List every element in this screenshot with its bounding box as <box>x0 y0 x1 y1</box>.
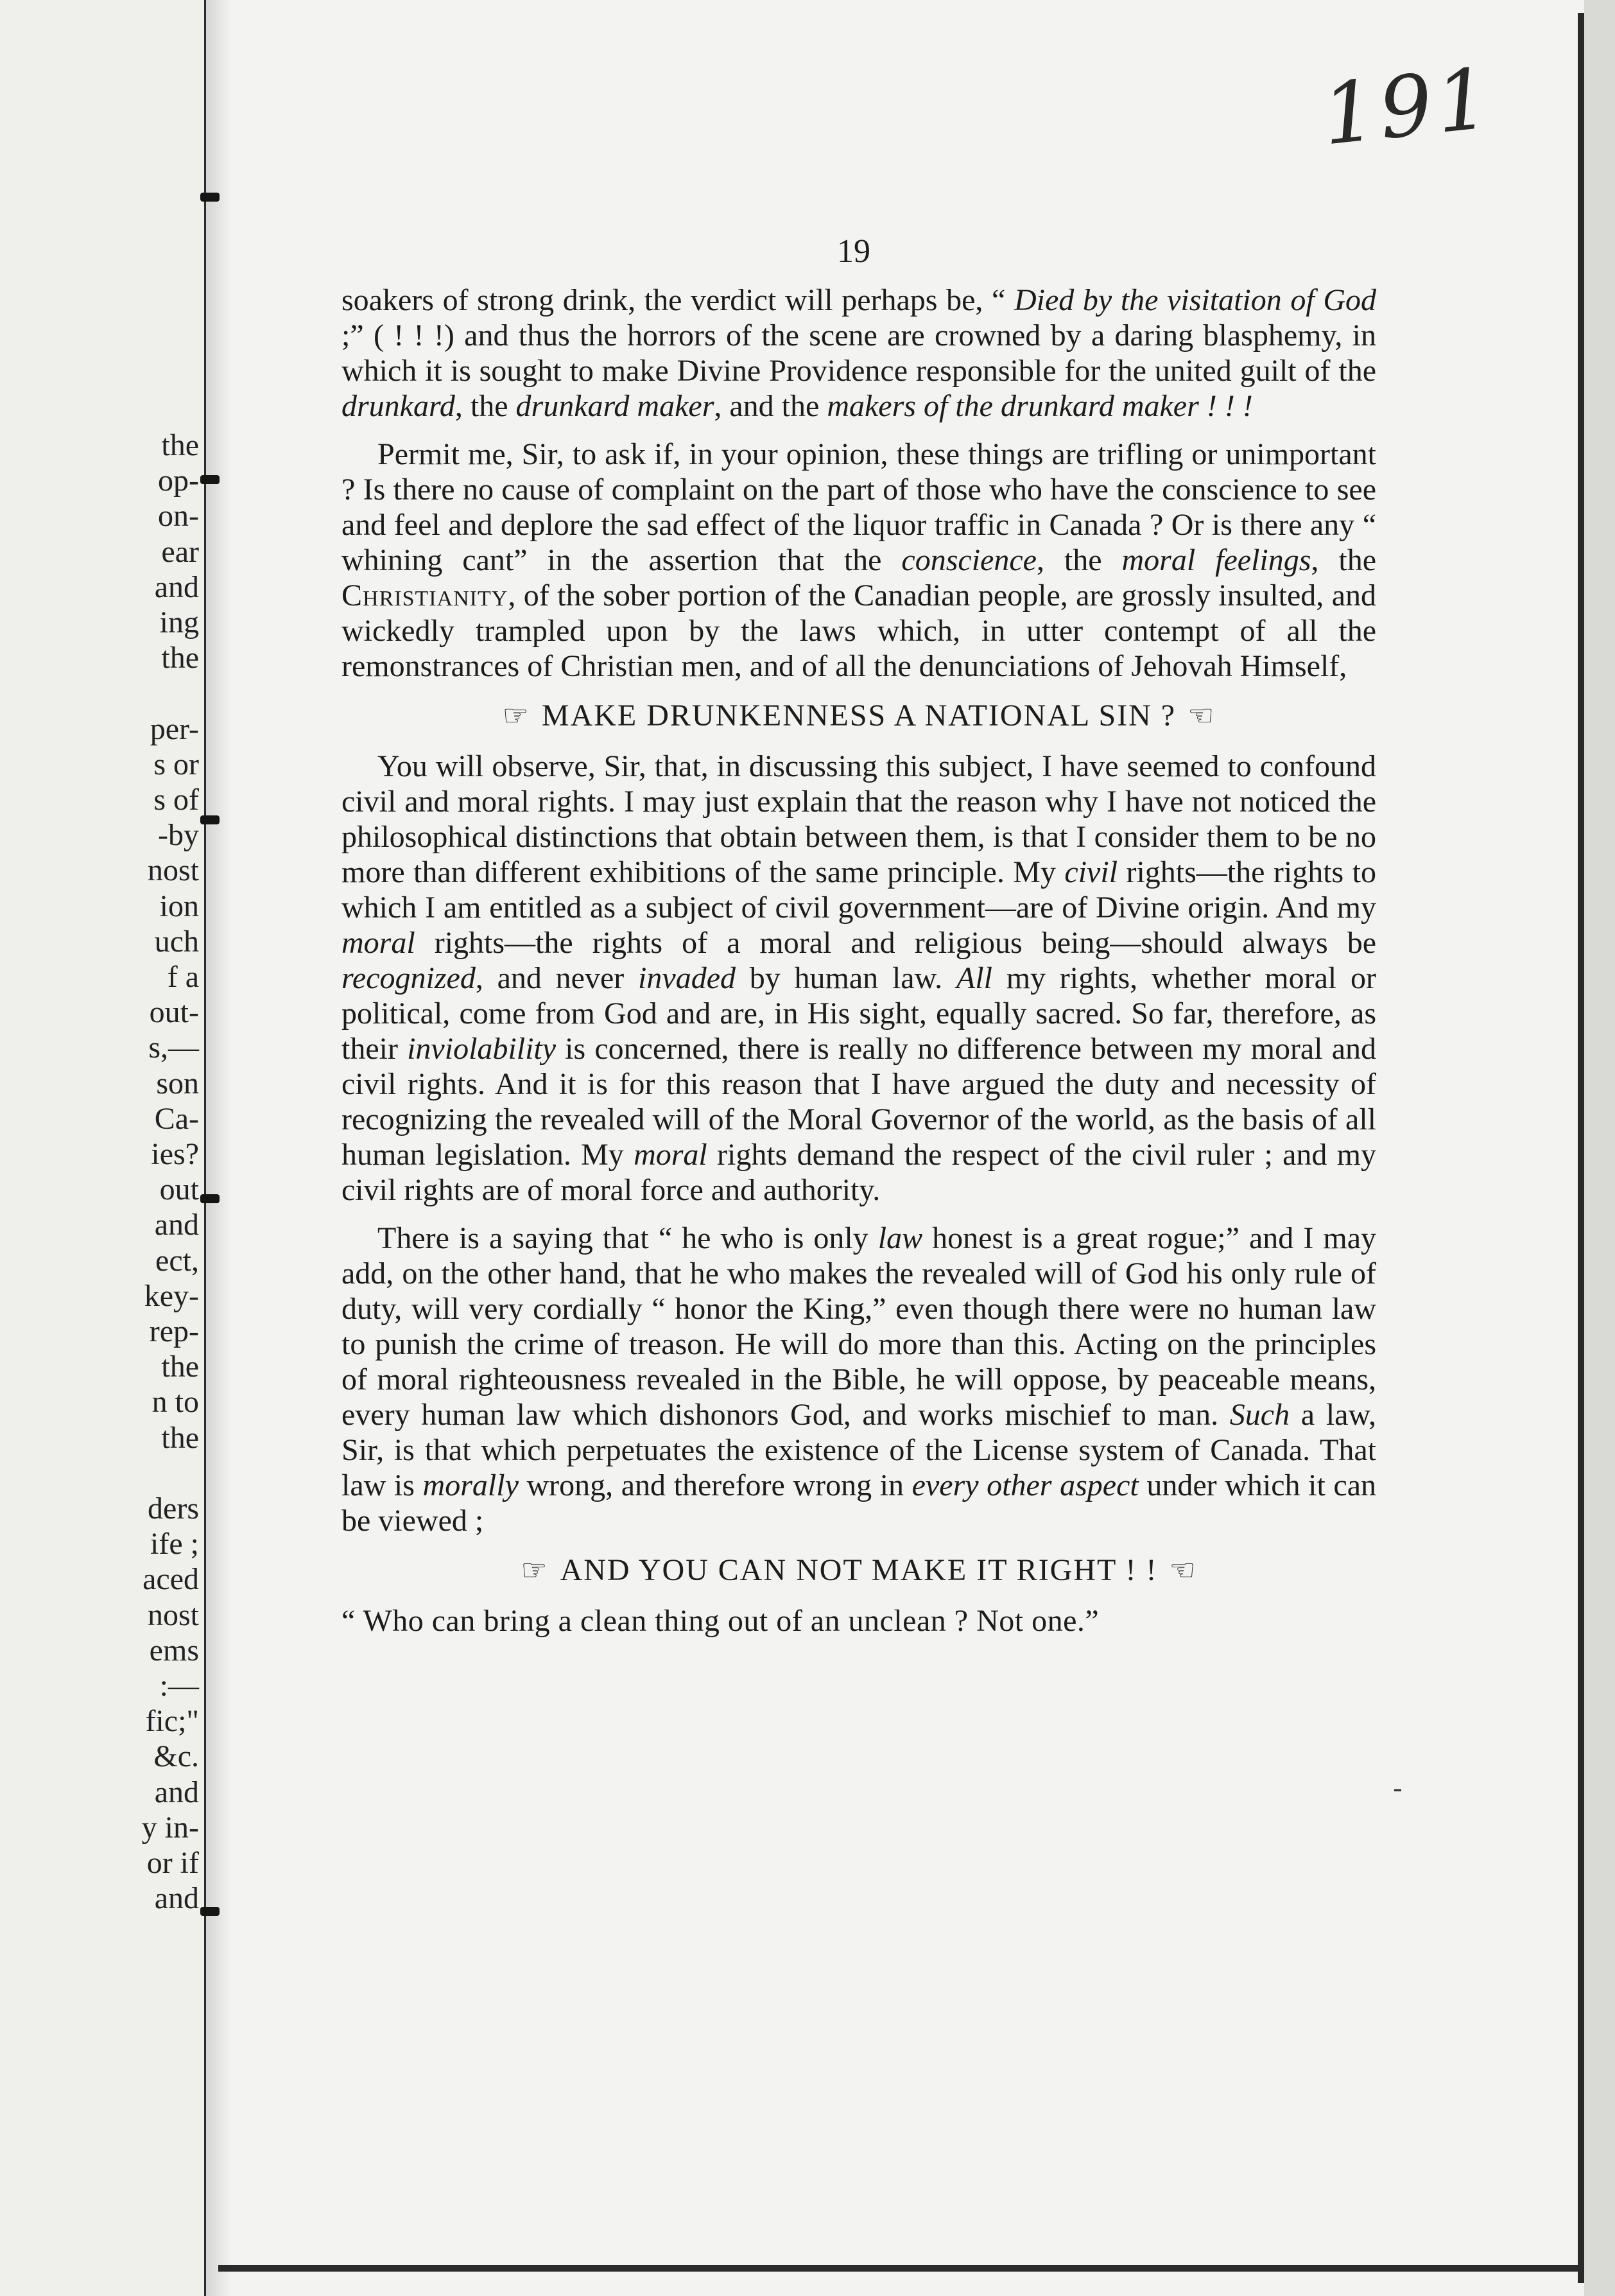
facing-page-fragment: key- <box>144 1278 199 1313</box>
binding-stitch <box>200 1907 220 1916</box>
page-edge-bottom <box>218 2265 1584 2272</box>
facing-page-fragment: per- <box>150 711 199 746</box>
pointing-hand-left-icon: ☜ <box>1188 699 1216 732</box>
facing-page-fragment: ion <box>159 889 199 923</box>
facing-page-fragment: out- <box>149 995 199 1030</box>
handwritten-folio-number: 191 <box>1317 49 1498 164</box>
facing-page-fragment: :— <box>159 1669 199 1703</box>
page-edge-right <box>1578 13 1584 2283</box>
closing-heading: ☞ AND YOU CAN NOT MAKE IT RIGHT ! ! ☜ <box>521 1553 1197 1587</box>
facing-page-fragment: ing <box>159 605 199 639</box>
facing-page-fragment: ife ; <box>150 1527 199 1561</box>
paragraph-1: soakers of strong drink, the verdict will perhaps be, “ Died by the visitation of God ;” ( ! ! !) and thus the horrors of the scene are crowned by a daring blasphemy, in which it is sought to make Divine Providence responsible for the united guilt of the drunkard, the drunkard maker, and the makers of the drunkard maker ! ! ! <box>341 283 1377 423</box>
facing-page-fragment: s,— <box>148 1031 199 1065</box>
binding-stitch <box>200 475 220 484</box>
facing-page-fragment: uch <box>154 924 199 959</box>
facing-page-fragment: the <box>161 1420 199 1455</box>
body-text <box>341 283 1376 1639</box>
facing-page-fragment: ear <box>161 534 199 569</box>
paragraph-2: Permit me, Sir, to ask if, in your opinion, these things are trifling or unimportant ? Is there no cause of complaint on the part of those who have the conscience to see and feel and deplore the sad effect of the liquor traffic in Canada ? Or is there any “ whining cant” in the assertion that the conscience, the moral feelings, the Christianity, of the sober portion of the Canadian people, are grossly insulted, and wickedly trampled upon by the laws which, in utter contempt of all the remonstrances of Christian men, and of all the denunciations of Jehovah Himself, <box>341 437 1377 683</box>
facing-page-fragment: y in- <box>141 1810 199 1845</box>
facing-page-fragment: and <box>154 1775 199 1809</box>
gutter-shadow <box>206 0 232 2296</box>
facing-page-fragment: the <box>161 641 199 675</box>
facing-page-fragment: nost <box>147 853 199 888</box>
paragraph-4: There is a saying that “ he who is only law honest is a great rogue;” and I may add, on the other hand, that he who makes the revealed will of God his only rule of duty, will very cordially “ honor the King,” even though there were no human law to punish the crime of treason. He will do more than this. Acting on the principles of moral righteousness revealed in the Bible, he will oppose, by peaceable means, every human law which dishonors God, and works mischief to man. Such a law, Sir, is that which perpetuates the existence of the License system of Canada. That law is morally wrong, and therefore wrong in every other aspect under which it can be viewed ; <box>341 1221 1377 1538</box>
facing-page-fragment: s of <box>153 783 199 817</box>
facing-page-fragment: nost <box>147 1597 199 1632</box>
facing-page-fragment: on- <box>158 499 199 534</box>
facing-page-fragment: ies? <box>151 1137 199 1171</box>
facing-page-fragment: or if <box>146 1846 199 1880</box>
facing-page-fragment: -by <box>158 818 199 853</box>
facing-page-fragment: and <box>154 570 199 604</box>
pointing-hand-right-icon: ☞ <box>502 699 530 732</box>
pointing-hand-left-icon: ☜ <box>1169 1554 1197 1587</box>
facing-page-fragment: &c. <box>153 1739 199 1774</box>
facing-page-fragment: rep- <box>149 1314 199 1348</box>
binding-stitch <box>200 815 220 824</box>
margin-dash: - <box>1393 1772 1403 1805</box>
closing-quote: “ Who can bring a clean thing out of an unclean ? Not one.” <box>341 1604 1100 1638</box>
facing-page-fragment: out <box>159 1172 199 1207</box>
section-heading: ☞ MAKE DRUNKENNESS A NATIONAL SIN ? ☜ <box>502 699 1216 733</box>
facing-page-fragment: and <box>154 1208 199 1242</box>
facing-page-fragment: ders <box>148 1492 199 1526</box>
binding-stitch <box>200 1194 220 1203</box>
facing-page-fragment: aced <box>142 1562 199 1597</box>
facing-page-fragment: fic;" <box>145 1704 199 1739</box>
facing-page-fragment: the <box>161 428 199 462</box>
facing-page-fragment: op- <box>158 464 199 498</box>
facing-page-fragment: the <box>161 1350 199 1384</box>
facing-page-fragment: ems <box>149 1633 199 1667</box>
facing-page-fragment: ect, <box>155 1243 199 1278</box>
facing-page-fragment: n to <box>151 1385 199 1420</box>
facing-page-fragment: f a <box>167 960 199 994</box>
background-beyond-page <box>1584 0 1615 2296</box>
facing-page-fragment: and <box>154 1881 199 1916</box>
binding-stitch <box>200 193 220 202</box>
page-number: 19 <box>837 233 870 270</box>
facing-page-fragment: Ca- <box>154 1101 199 1136</box>
facing-page-fragment: son <box>156 1066 199 1100</box>
pointing-hand-right-icon: ☞ <box>521 1554 549 1587</box>
facing-page-fragment: s or <box>153 747 199 781</box>
paragraph-3: You will observe, Sir, that, in discussing this subject, I have seemed to confound civil and moral rights. I may just explain that the reason why I have not noticed the philosophical distinctions that obtain between them, is that I consider them to be no more than different exhibitions of the same principle. My civil rights—the rights to which I am entitled as a subject of civil government—are of Divine origin. And my moral rights—the rights of a moral and religious being—should always be recognized, and never invaded by human law. All my rights, whether moral or political, come from God and are, in His sight, equally sacred. So far, therefore, as their inviolability is concerned, there is really no difference between my moral and civil rights. And it is for this reason that I have argued the duty and necessity of recognizing the revealed will of the Moral Governor of the world, as the basis of all human legislation. My moral rights demand the respect of the civil ruler ; and my civil rights are of moral force and authority. <box>341 749 1376 1207</box>
facing-page-strip <box>0 0 206 2296</box>
